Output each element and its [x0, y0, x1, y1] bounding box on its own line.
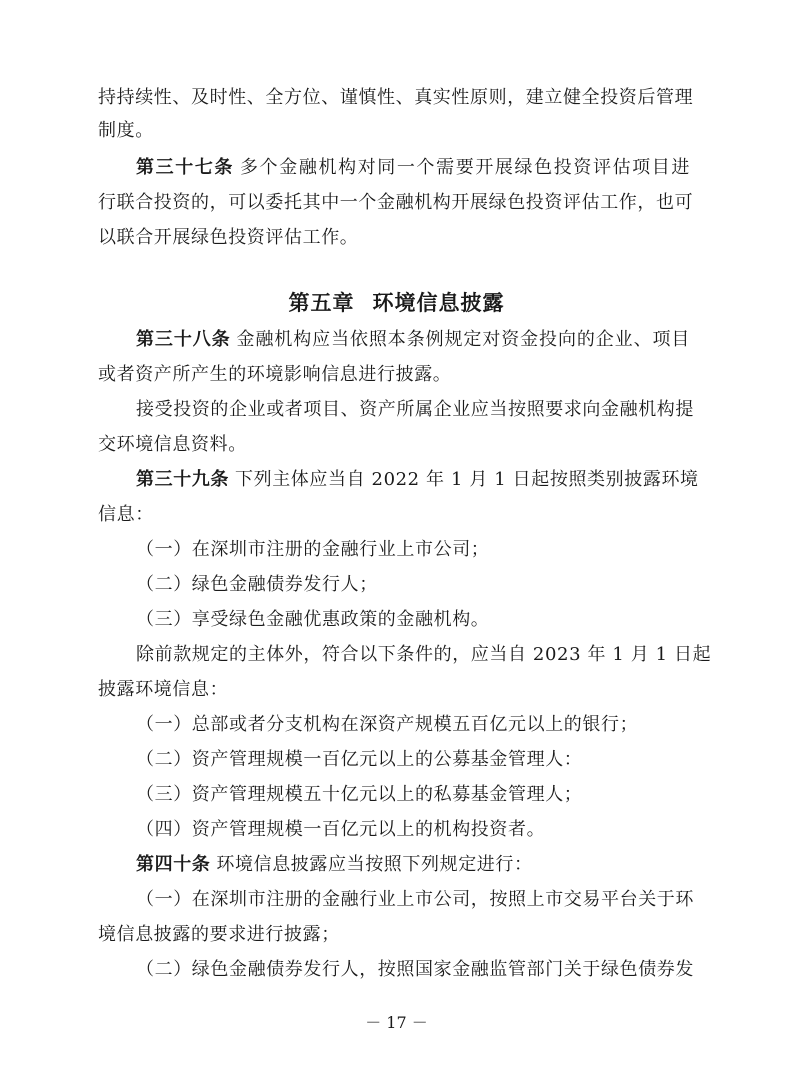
article-40-text: 环境信息披露应当按照下列规定进行：: [216, 854, 533, 875]
article-40-label: 第四十条: [136, 854, 211, 875]
list-item: （一）总部或者分支机构在深资产规模五百亿元以上的银行；: [136, 714, 639, 735]
article-37-line-3: 以联合开展绿色投资评估工作。: [98, 227, 359, 248]
article-38-text: 金融机构应当依照本条例规定对资金投向的企业、项目: [236, 329, 691, 350]
chapter-title: 环境信息披露: [372, 291, 505, 315]
chapter-number: 第五章: [288, 291, 355, 315]
article-40-line-1: [136, 853, 690, 877]
page-number: － 17 －: [365, 1013, 428, 1032]
article-38-line-1: [136, 328, 690, 352]
article-37-line-2: 行联合投资的，可以委托其中一个金融机构开展绿色投资评估工作，也可: [98, 192, 694, 213]
article-37-label: 第三十七条: [136, 157, 235, 178]
article-39-label: 第三十九条: [136, 469, 229, 490]
list-item: （二）绿色金融债券发行人；: [136, 574, 378, 595]
article-39-para2-line-2: 披露环境信息：: [98, 679, 229, 700]
list-item: （四）资产管理规模一百亿元以上的机构投资者。: [136, 819, 546, 840]
article-40-item-1-line-2: 境信息披露的要求进行披露；: [98, 924, 340, 945]
chapter-heading: [0, 289, 793, 317]
article-40-item-2-line-1: （二）绿色金融债券发行人，按照国家金融监管部门关于绿色债券发: [136, 959, 694, 980]
article-39-para2-line-1: 除前款规定的主体外，符合以下条件的，应当自 2023 年 1 月 1 日起: [136, 644, 712, 665]
article-39-line-1: [136, 468, 699, 492]
article-38-line-2: 或者资产所产生的环境影响信息进行披露。: [98, 364, 452, 385]
paragraph-line: 制度。: [98, 120, 154, 141]
article-39-text: 下列主体应当自 2022 年 1 月 1 日起按照类别披露环境: [235, 469, 699, 490]
article-38-label: 第三十八条: [136, 329, 231, 350]
article-37-text: 多个金融机构对同一个需要开展绿色投资评估项目进: [240, 157, 690, 178]
article-37-line-1: [136, 156, 690, 180]
article-38-para2-line-1: 接受投资的企业或者项目、资产所属企业应当按照要求向金融机构提: [136, 399, 694, 420]
list-item: （三）享受绿色金融优惠政策的金融机构。: [136, 609, 490, 630]
list-item: （三）资产管理规模五十亿元以上的私募基金管理人；: [136, 784, 583, 805]
paragraph-line: 持持续性、及时性、全方位、谨慎性、真实性原则，建立健全投资后管理: [98, 87, 694, 108]
article-39-line-2: 信息：: [98, 504, 154, 525]
list-item: （一）在深圳市注册的金融行业上市公司；: [136, 539, 490, 560]
article-38-para2-line-2: 交环境信息资料。: [98, 434, 247, 455]
article-40-item-1-line-1: （一）在深圳市注册的金融行业上市公司，按照上市交易平台关于环: [136, 889, 694, 910]
list-item: （二）资产管理规模一百亿元以上的公募基金管理人：: [136, 749, 583, 770]
